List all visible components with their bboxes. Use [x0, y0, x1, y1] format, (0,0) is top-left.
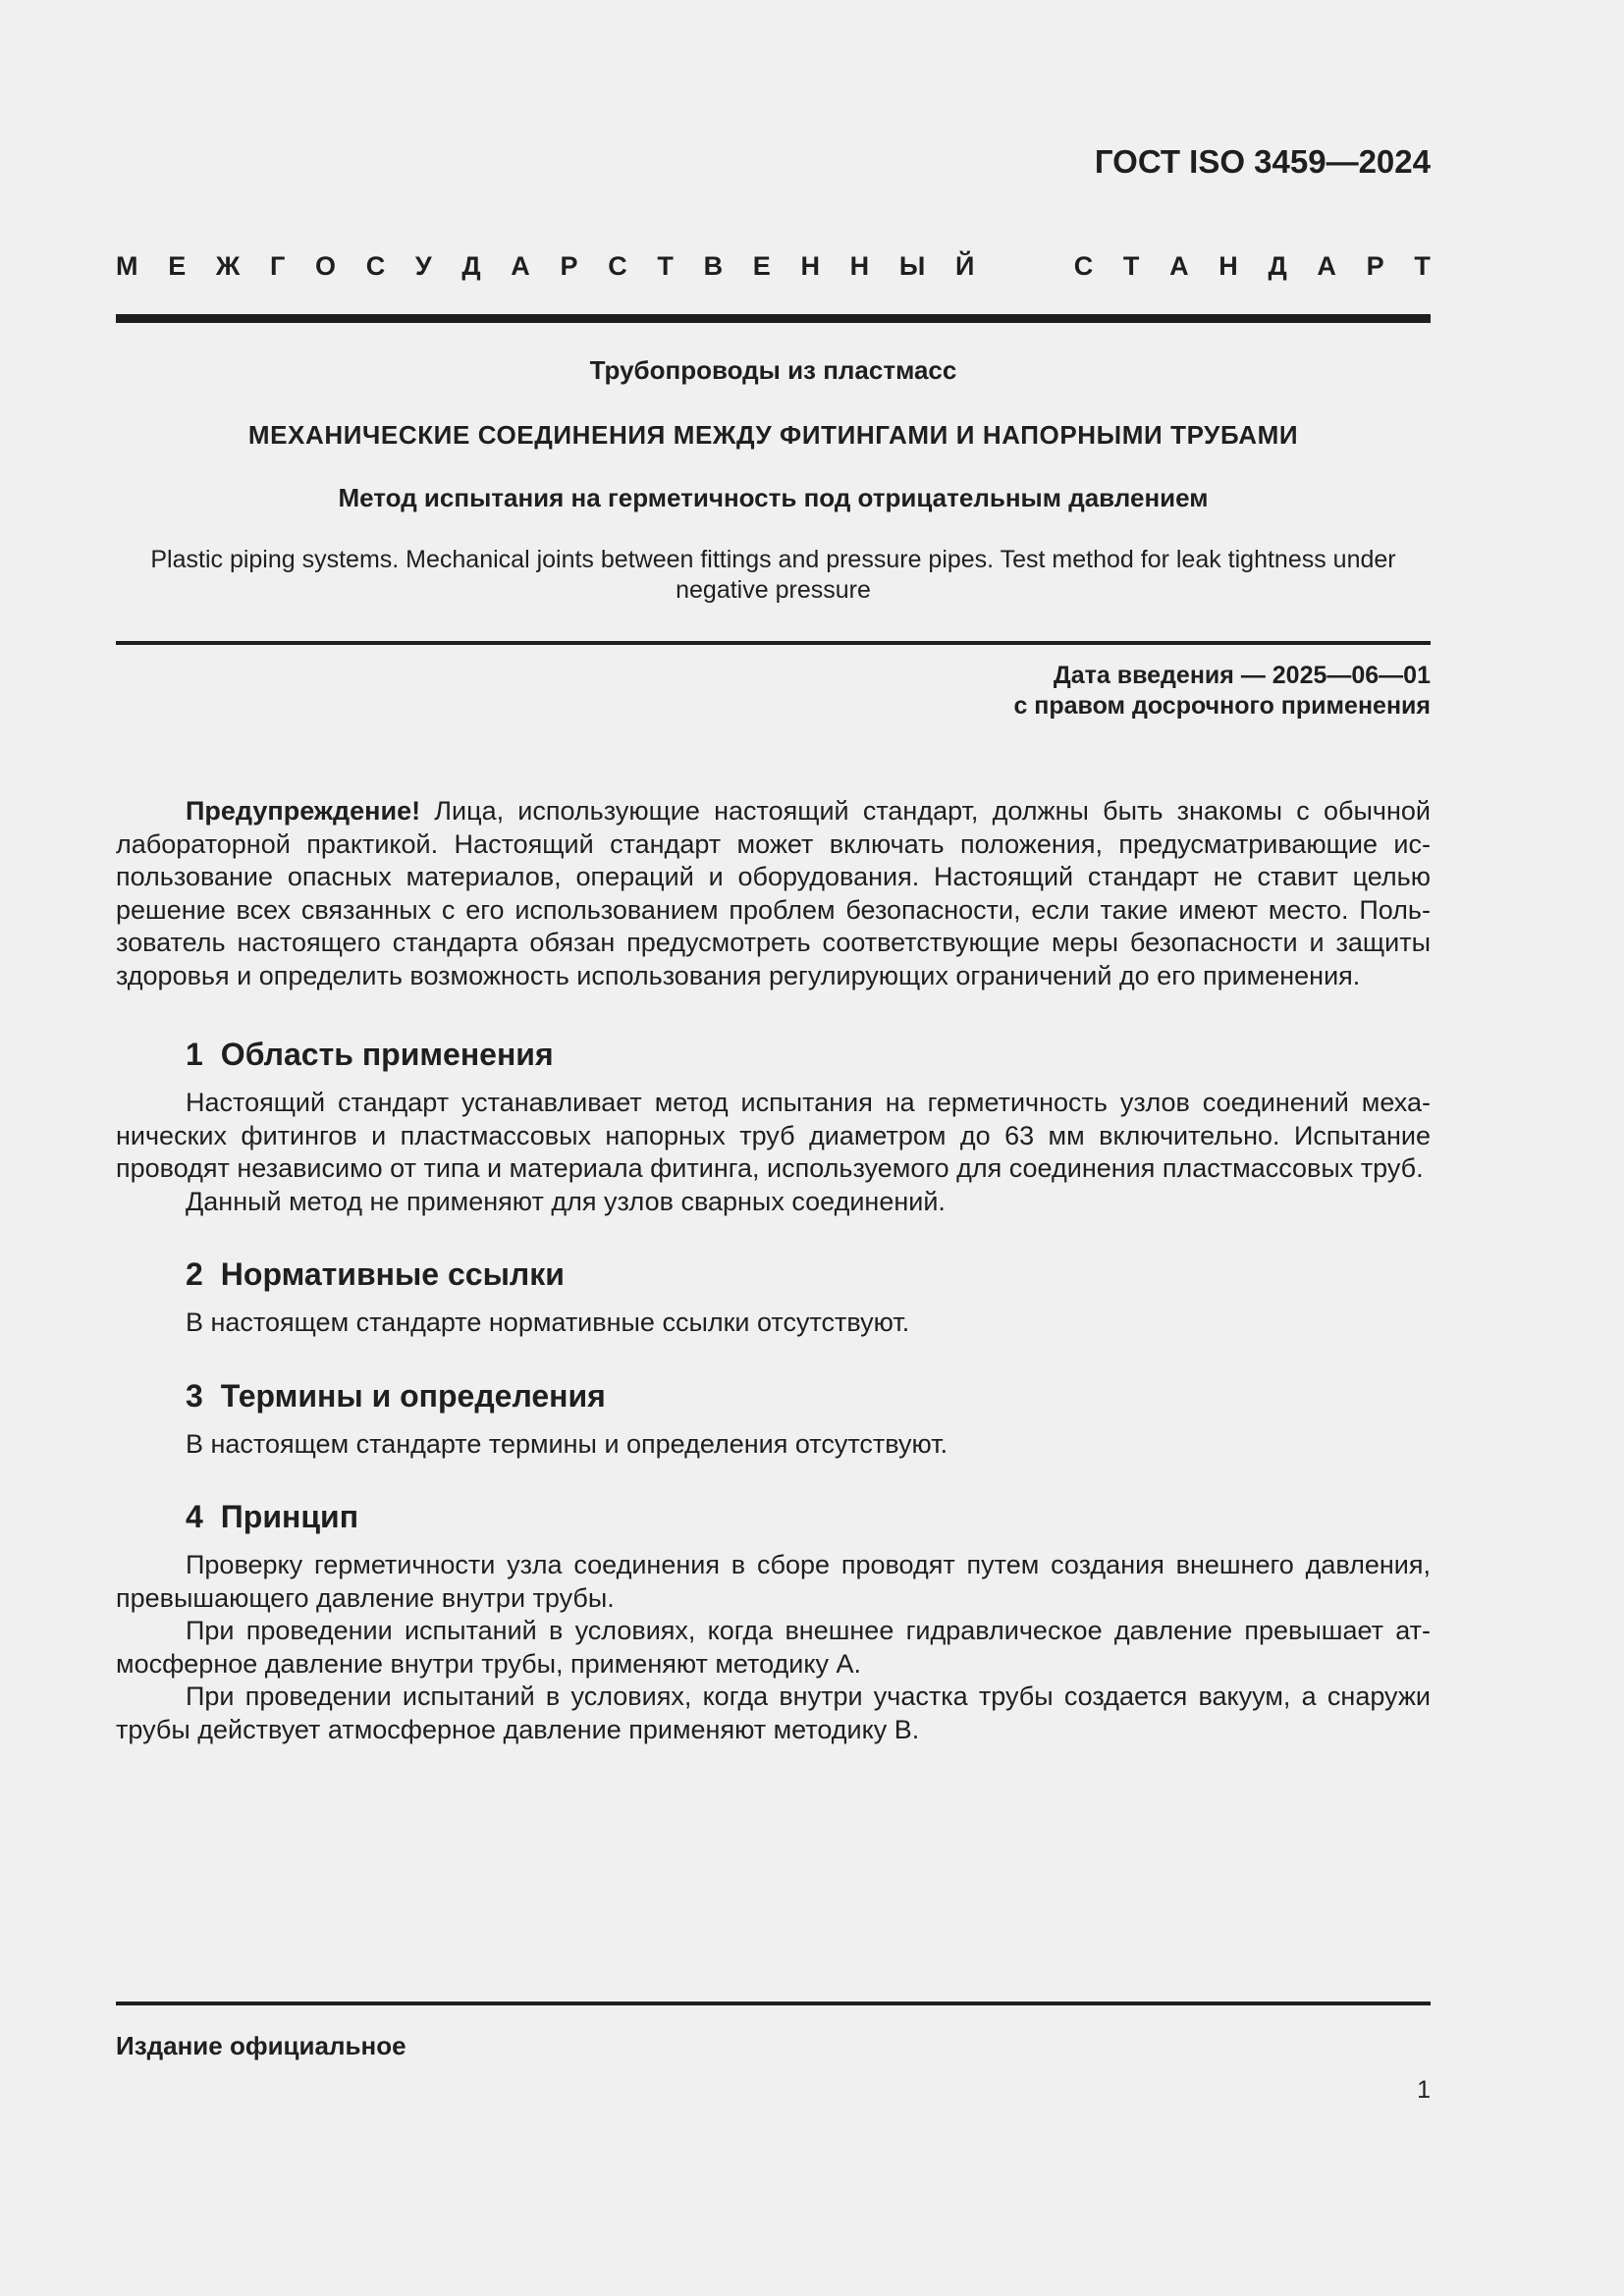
banner-letter: Н: [849, 251, 870, 281]
banner-letter: Т: [1414, 251, 1431, 281]
warning-paragraph: [116, 795, 1431, 992]
header-rule: [116, 314, 1431, 323]
introduction-date-block: [1013, 661, 1431, 721]
section-number: 3: [186, 1377, 203, 1414]
footer-rule: [116, 2002, 1431, 2005]
banner-letter: О: [314, 251, 336, 281]
section-paragraph: Настоящий стандарт устанавливает метод испытания на герметичность узлов соединений механических фитингов и пластмассовых напорных труб диаметром до 63 мм включительно. Испытание проводят независимо от типа и материала фитинга, используемого для соединения пластмассовых труб.: [116, 1088, 1431, 1183]
banner-letter: А: [511, 251, 530, 281]
section-spacer: [116, 1340, 1431, 1376]
banner-letter: Т: [657, 251, 674, 281]
banner-letter: Н: [800, 251, 820, 281]
official-edition-label: Издание официальное: [116, 2031, 406, 2060]
section-title: Принцип: [220, 1499, 359, 1534]
early-application-note: с правом досрочного применения: [1013, 692, 1431, 720]
section-heading: [116, 1376, 1431, 1415]
banner-letter: С: [365, 251, 386, 281]
sections-container: [116, 1035, 1431, 1783]
section-paragraph: Данный метод не применяют для узлов сварных соединений.: [186, 1186, 946, 1216]
section-spacer: [116, 1746, 1431, 1783]
section-heading: [116, 1035, 1431, 1074]
banner-letter: Г: [269, 251, 286, 281]
banner-letter: Е: [752, 251, 771, 281]
banner-letter: С: [1073, 251, 1094, 281]
section-paragraph: При проведении испытаний в условиях, когда внутри участка трубы создается вакуум, а снаружи трубы действует атмосферное давление применяют методику В.: [116, 1682, 1431, 1744]
banner-letter: А: [1169, 251, 1189, 281]
banner-letter: Н: [1218, 251, 1238, 281]
section-title: Область применения: [220, 1037, 554, 1072]
banner-letter: Р: [560, 251, 578, 281]
section-spacer: [116, 1461, 1431, 1497]
banner-letter: Д: [1268, 251, 1287, 281]
english-title: Plastic piping systems. Mechanical joints between fittings and pressure pipes. Test method for leak tightness under negative pressure: [150, 546, 1396, 604]
section-paragraph: В настоящем стандарте термины и определения отсутствуют.: [186, 1428, 948, 1459]
section-number: 4: [186, 1499, 203, 1534]
standard-group-title: Трубопроводы из пластмасс: [589, 355, 957, 385]
banner-letter: У: [414, 251, 432, 281]
warning-text: Лица, использующие настоящий стандарт, должны быть знакомы с обычной лабораторной практикой. Настоящий стандарт может включать положения, предусматривающие использование опасных материалов, операций и оборудования. Настоящий стандарт не ставит целью решение всех связанных с его использованием проблем безопасности, если такие имеют место. Пользователь настоящего стандарта обязан предусмотреть соответствующие меры безопасности и защиты здоровья и определить возможность использования регулирующих ограничений до его применения.: [116, 796, 1431, 990]
section-heading: [116, 1255, 1431, 1294]
section-paragraph: При проведении испытаний в условиях, когда внешнее гидравлическое давление превышает атмосферное давление внутри трубы, применяют методику А.: [116, 1616, 1431, 1679]
banner-letter: Р: [1366, 251, 1384, 281]
introduction-date: Дата введения — 2025—06—01: [1053, 662, 1431, 689]
section-number: 2: [186, 1256, 203, 1292]
section-heading: [116, 1497, 1431, 1536]
document-number: ГОСТ ISO 3459—2024: [1094, 143, 1431, 180]
banner-letter: Ж: [215, 251, 241, 281]
banner-letter: Ы: [898, 251, 926, 281]
document-body: [116, 795, 1431, 1783]
banner-letter: Д: [461, 251, 481, 281]
section-number: 1: [186, 1037, 203, 1072]
section-title: Термины и определения: [220, 1377, 606, 1414]
section-paragraph: Проверку герметичности узла соединения в сборе проводят путем создания внешнего давления, превышающего давление внутри трубы.: [116, 1550, 1431, 1613]
banner-letter: А: [1317, 251, 1336, 281]
standard-type-banner: [116, 253, 1431, 280]
standard-method-title: Метод испытания на герметичность под отрицательным давлением: [338, 483, 1209, 512]
title-rule: [116, 641, 1431, 645]
banner-word-gap: [1004, 253, 1044, 280]
banner-letter: М: [116, 251, 138, 281]
warning-label: Предупреждение!: [186, 796, 421, 826]
page-number: 1: [1417, 2076, 1431, 2104]
banner-letter: Т: [1122, 251, 1140, 281]
section-spacer: [116, 1218, 1431, 1255]
document-page: [116, 0, 1431, 2296]
banner-letter: Й: [954, 251, 975, 281]
banner-letter: С: [608, 251, 627, 281]
section-paragraph: В настоящем стандарте нормативные ссылки отсутствуют.: [186, 1308, 910, 1337]
banner-letter: Е: [168, 251, 187, 281]
standard-main-title: МЕХАНИЧЕСКИЕ СОЕДИНЕНИЯ МЕЖДУ ФИТИНГАМИ И НАПОРНЫМИ ТРУБАМИ: [247, 420, 1299, 450]
banner-letter: В: [703, 251, 724, 281]
section-title: Нормативные ссылки: [220, 1256, 565, 1292]
